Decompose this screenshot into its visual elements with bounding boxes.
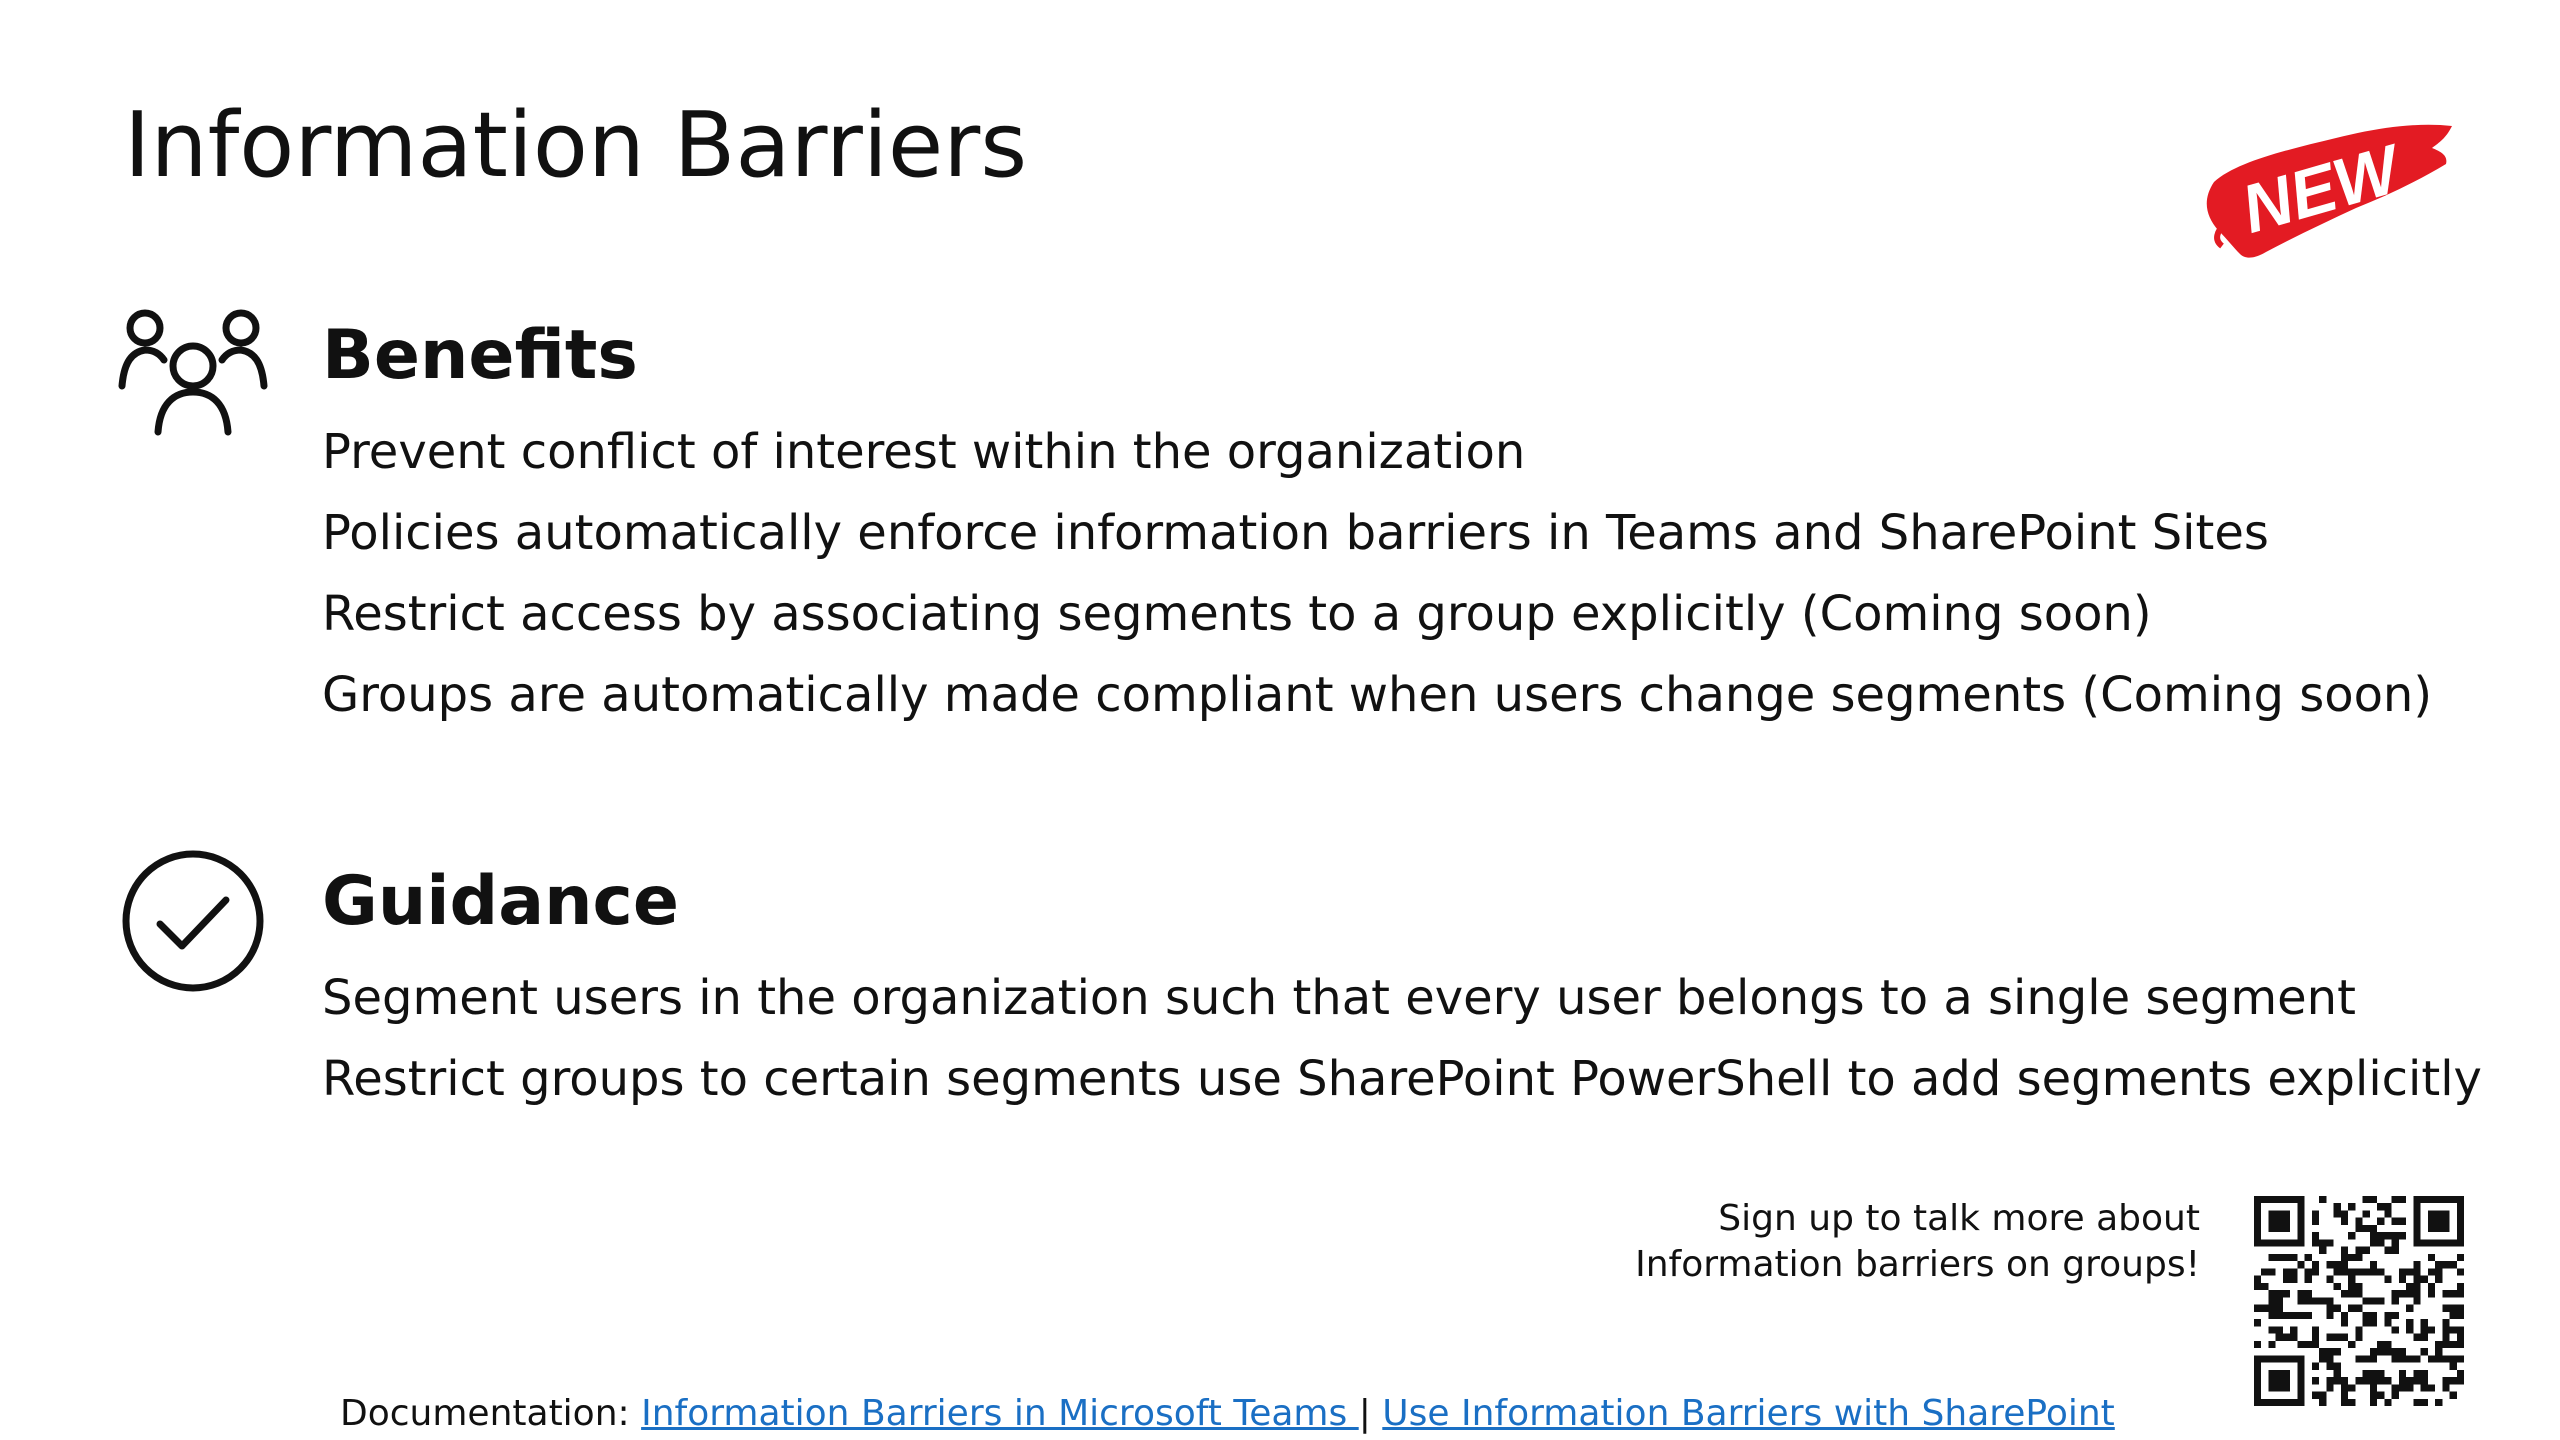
benefits-list [322,412,2502,736]
link-separator: | [1358,1393,1371,1434]
signup-line-1: Sign up to talk more about [1718,1198,2200,1239]
check-circle-icon [118,846,268,996]
benefits-heading: Benefits [322,316,638,395]
new-brush-icon [2196,112,2460,262]
list-item: Restrict access by associating segments to a group explicitly (Coming soon) [322,586,2152,642]
people-group-icon [118,306,268,456]
sharepoint-doc-link[interactable]: Use Information Barriers with SharePoint [1382,1393,2115,1434]
documentation-label: Documentation: [340,1393,630,1434]
list-item: Policies automatically enforce information barriers in Teams and SharePoint Sites [322,505,2269,561]
badge-label: NEW [2233,131,2408,248]
slide-title: Information Barriers [124,93,1028,198]
list-item: Segment users in the organization such that every user belongs to a single segment [322,970,2356,1026]
benefits-section [322,316,2502,736]
list-item: Groups are automatically made compliant when users change segments (Coming soon) [322,667,2433,723]
signup-line-2: Information barriers on groups! [1635,1244,2200,1285]
qr-code-icon[interactable] [2254,1196,2464,1406]
guidance-section [322,862,2502,1120]
new-badge [2196,112,2460,262]
teams-doc-link[interactable]: Information Barriers in Microsoft Teams [641,1393,1359,1434]
signup-note [1635,1196,2200,1288]
documentation-footer [340,1392,2115,1436]
guidance-heading: Guidance [322,862,679,941]
guidance-list [322,958,2502,1120]
list-item: Prevent conflict of interest within the organization [322,424,1526,480]
list-item: Restrict groups to certain segments use SharePoint PowerShell to add segments explicitly [322,1051,2482,1107]
